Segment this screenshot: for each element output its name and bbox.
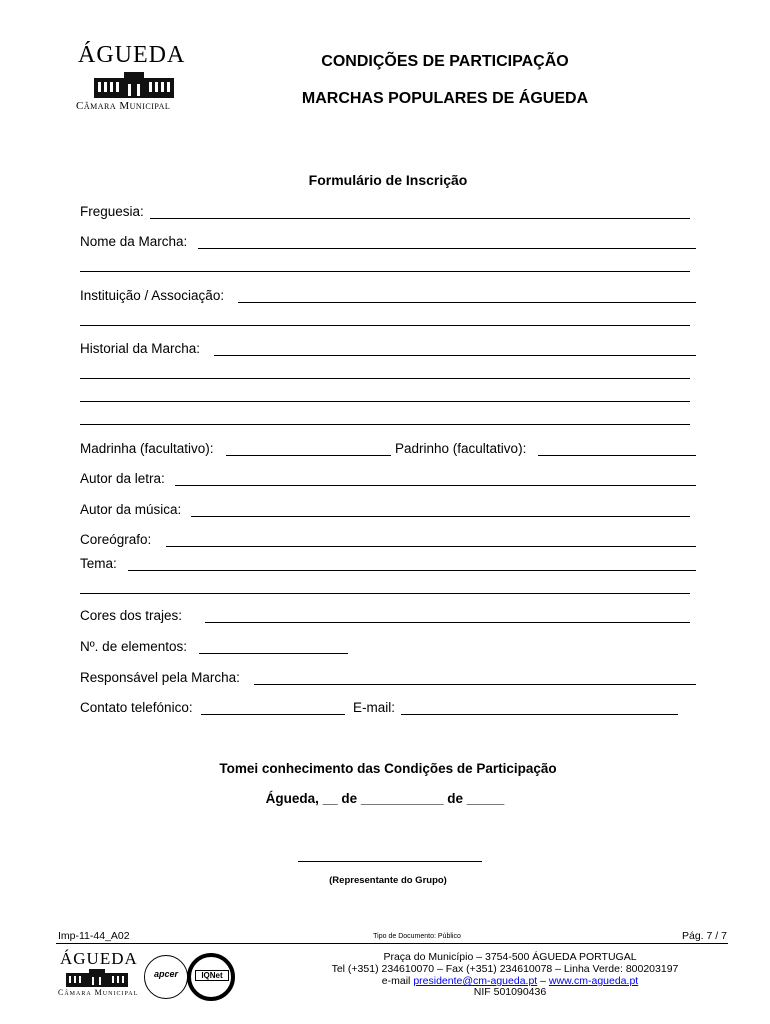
tema-field[interactable] <box>128 570 696 571</box>
iqnet-badge <box>187 953 235 1001</box>
madrinha-label: Madrinha (facultativo): <box>80 441 214 456</box>
autor-letra-field[interactable] <box>175 485 696 486</box>
historial-field-cont[interactable] <box>80 424 690 425</box>
date-line: Águeda, __ de ___________ de _____ <box>265 791 505 806</box>
doc-type: Tipo de Documento: Público <box>373 933 461 940</box>
footer-nif: NIF 501090436 <box>473 986 547 998</box>
elementos-field[interactable] <box>199 653 348 654</box>
page-subtitle: MARCHAS POPULARES DE ÁGUEDA <box>301 90 589 107</box>
nome-marcha-field[interactable] <box>198 248 696 249</box>
signature-caption: (Representante do Grupo) <box>329 875 447 886</box>
logo-subtitle: Câmara Municipal <box>76 100 171 112</box>
footer-logo-subtitle: Câmara Municipal <box>58 988 139 997</box>
email-label: E-mail: <box>353 700 396 715</box>
email-link[interactable]: presidente@cm-agueda.pt <box>413 975 538 987</box>
historial-field-cont[interactable] <box>80 401 690 402</box>
cores-field[interactable] <box>205 622 690 623</box>
nome-marcha-field-cont[interactable] <box>80 271 690 272</box>
contato-field[interactable] <box>201 714 345 715</box>
email-separator: – <box>540 975 546 987</box>
freguesia-label: Freguesia: <box>80 204 144 219</box>
footer-address: Praça do Município – 3754-500 ÁGUEDA PORTUGAL <box>383 951 637 963</box>
logo-word: ÁGUEDA <box>78 42 186 68</box>
page-number: Pág. 7 / 7 <box>682 930 727 942</box>
email-field[interactable] <box>401 714 678 715</box>
instituicao-field-cont[interactable] <box>80 325 690 326</box>
autor-musica-field[interactable] <box>191 516 690 517</box>
padrinho-field[interactable] <box>538 455 696 456</box>
elementos-label: Nº. de elementos: <box>80 639 187 654</box>
signature-line[interactable] <box>298 861 482 862</box>
freguesia-field[interactable] <box>150 218 690 219</box>
madrinha-field[interactable] <box>226 455 391 456</box>
responsavel-field[interactable] <box>254 684 696 685</box>
autor-letra-label: Autor da letra: <box>80 471 165 486</box>
footer-building-icon <box>66 969 128 987</box>
instituicao-label: Instituição / Associação: <box>80 288 225 303</box>
coreografo-field[interactable] <box>166 546 696 547</box>
page-title: CONDIÇÕES DE PARTICIPAÇÃO <box>321 53 569 70</box>
autor-musica-label: Autor da música: <box>80 502 182 517</box>
form-heading: Formulário de Inscrição <box>308 172 468 188</box>
website-link[interactable]: www.cm-agueda.pt <box>548 975 639 987</box>
historial-label: Historial da Marcha: <box>80 341 201 356</box>
historial-field[interactable] <box>214 355 696 356</box>
tema-label: Tema: <box>80 556 117 571</box>
email-prefix: e-mail <box>381 975 411 987</box>
responsavel-label: Responsável pela Marcha: <box>80 670 240 685</box>
footer-divider <box>56 943 728 944</box>
nome-marcha-label: Nome da Marcha: <box>80 234 188 249</box>
iqnet-label: IQNet <box>195 970 229 981</box>
contato-label: Contato telefónico: <box>80 700 193 715</box>
footer-logo-word: ÁGUEDA <box>60 949 138 968</box>
declaration-statement: Tomei conhecimento das Condições de Participação <box>219 761 557 776</box>
instituicao-field[interactable] <box>238 302 696 303</box>
apcer-badge <box>144 955 188 999</box>
footer-phones: Tel (+351) 234610070 – Fax (+351) 234610078 – Linha Verde: 800203197 <box>331 963 679 975</box>
tema-field-cont[interactable] <box>80 593 690 594</box>
cores-label: Cores dos trajes: <box>80 608 183 623</box>
apcer-label: apcer <box>145 969 187 979</box>
footer-logo <box>58 949 140 999</box>
doc-code: Imp-11-44_A02 <box>58 930 130 942</box>
historial-field-cont[interactable] <box>80 378 690 379</box>
coreografo-label: Coreógrafo: <box>80 532 152 547</box>
padrinho-label: Padrinho (facultativo): <box>395 441 527 456</box>
